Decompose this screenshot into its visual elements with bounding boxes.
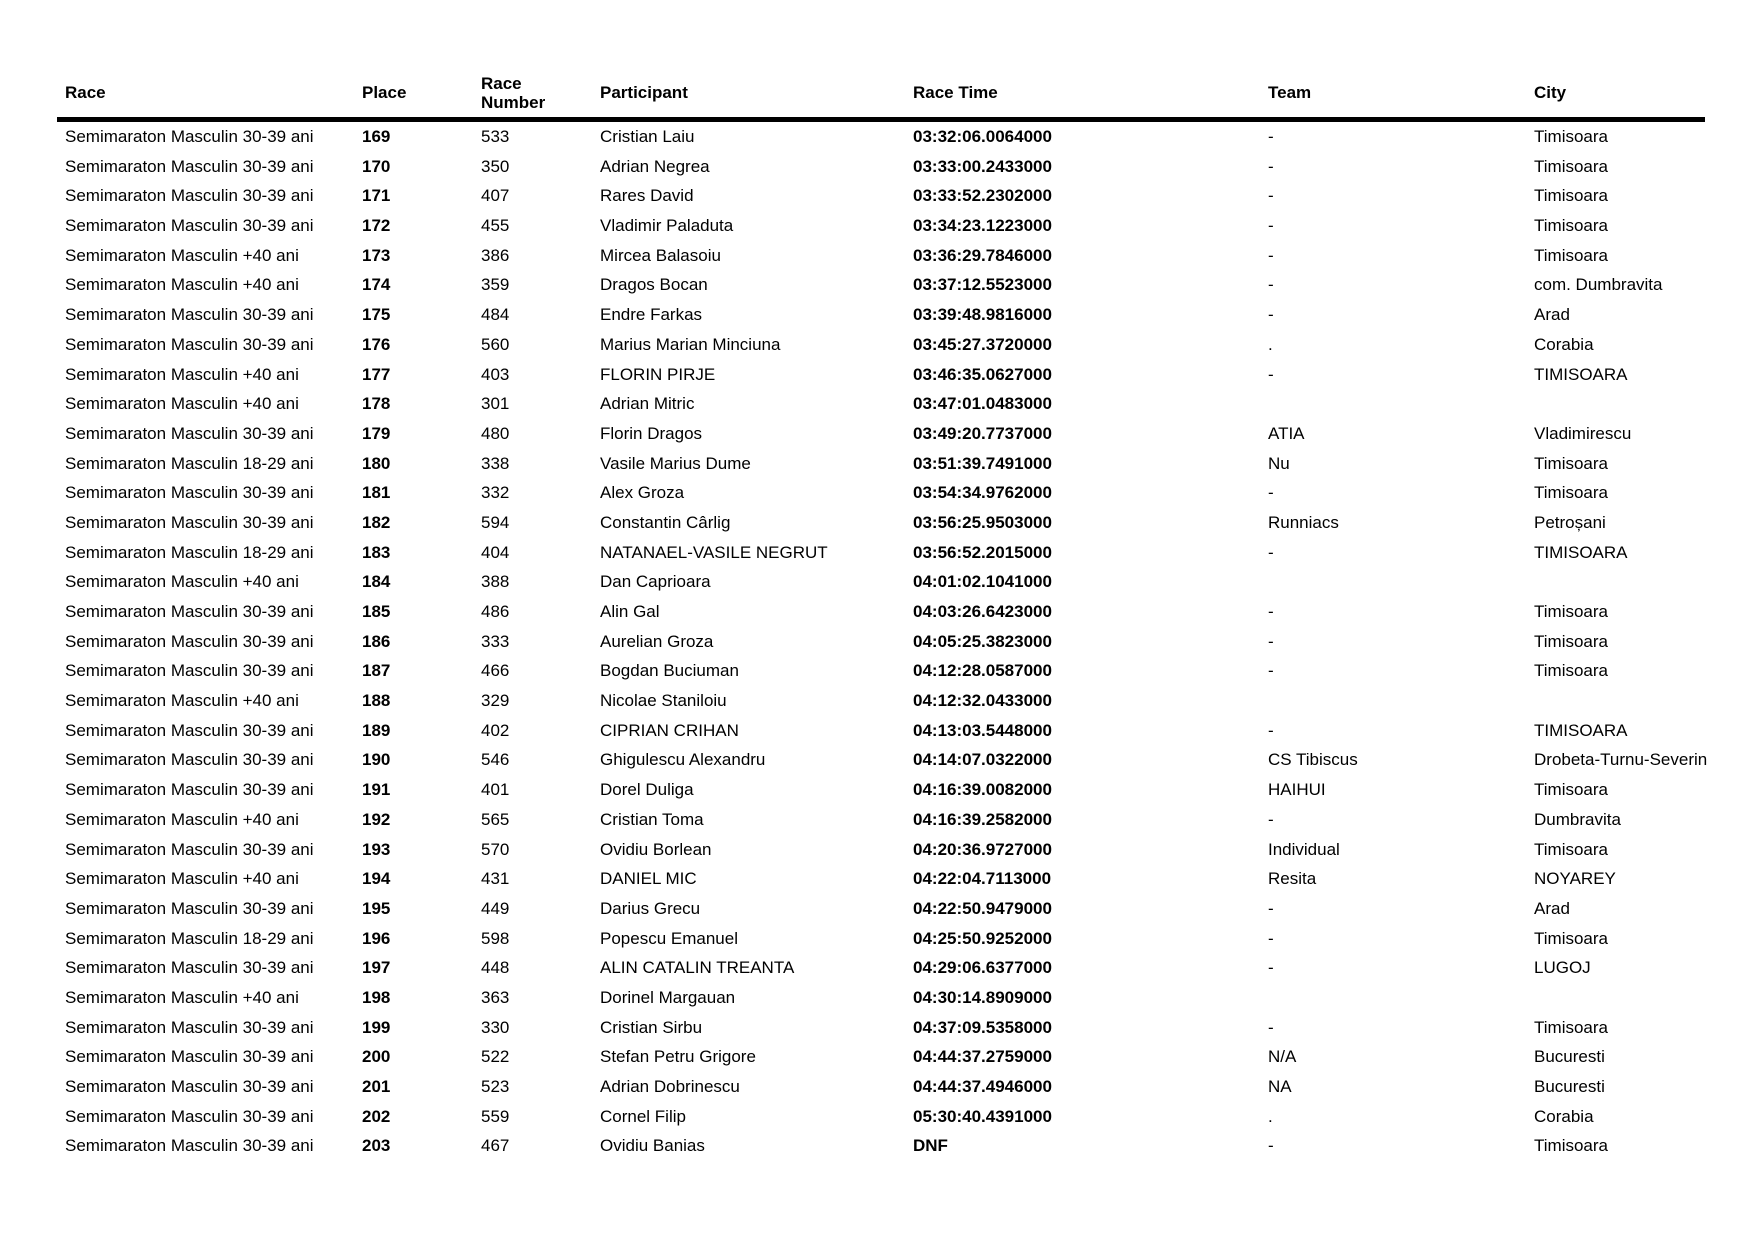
column-header-race-number-line1: Race (481, 73, 522, 93)
cell-team: - (1268, 186, 1274, 206)
table-row (57, 508, 1705, 538)
cell-place: 200 (362, 1047, 391, 1067)
table-body (57, 122, 1708, 1161)
table-row (57, 924, 1705, 954)
cell-city: Timisoara (1534, 186, 1608, 206)
cell-team: - (1268, 364, 1274, 384)
cell-race-number: 401 (481, 780, 510, 800)
cell-race-time: 04:25:50.9252000 (913, 928, 1052, 948)
cell-race-time: 03:45:27.3720000 (913, 334, 1052, 354)
table-row (57, 478, 1705, 508)
cell-participant: Ovidiu Banias (600, 1136, 705, 1156)
cell-participant: Dorel Duliga (600, 780, 694, 800)
cell-race-number: 359 (481, 275, 510, 295)
cell-race: Semimaraton Masculin +40 ani (65, 869, 299, 889)
cell-city: Timisoara (1534, 661, 1608, 681)
cell-city: Dumbravita (1534, 809, 1621, 829)
cell-city: Timisoara (1534, 602, 1608, 621)
cell-race: Semimaraton Masculin +40 ani (65, 394, 299, 414)
cell-race: Semimaraton Masculin 30-39 ani (65, 958, 314, 978)
cell-race: Semimaraton Masculin +40 ani (65, 691, 299, 711)
cell-team: Nu (1268, 453, 1290, 473)
cell-race: Semimaraton Masculin 30-39 ani (65, 720, 314, 740)
cell-city: Timisoara (1534, 245, 1608, 265)
cell-race-time: 03:33:52.2302000 (913, 186, 1052, 206)
column-header-race: Race (65, 83, 106, 102)
table-row (57, 1042, 1705, 1072)
table-row (57, 389, 1705, 419)
cell-participant: Popescu Emanuel (600, 928, 738, 948)
cell-participant: FLORIN PIRJE (600, 364, 716, 384)
cell-race-time: 05:30:40.4391000 (913, 1106, 1052, 1126)
cell-participant: Darius Grecu (600, 898, 701, 918)
cell-race-time: 04:16:39.0082000 (913, 780, 1052, 800)
cell-place: 178 (362, 394, 391, 414)
table-row (57, 567, 1705, 597)
cell-place: 186 (362, 631, 391, 651)
table-header (57, 68, 1705, 122)
table-row (57, 419, 1705, 449)
table-row (57, 1072, 1705, 1102)
cell-city: Timisoara (1534, 483, 1608, 503)
cell-place: 187 (362, 661, 391, 681)
results-table (57, 68, 1708, 1161)
cell-place: 171 (362, 186, 391, 206)
column-header-race-time: Race Time (913, 83, 998, 102)
cell-race-time: 04:20:36.9727000 (913, 839, 1052, 859)
cell-race-time: 03:47:01.0483000 (913, 394, 1052, 414)
cell-city: Bucuresti (1534, 1077, 1605, 1096)
cell-race-time: 04:37:09.5358000 (913, 1017, 1052, 1037)
cell-place: 202 (362, 1106, 391, 1126)
cell-race: Semimaraton Masculin 30-39 ani (65, 1017, 314, 1037)
cell-race-number: 332 (481, 483, 510, 503)
cell-place: 188 (362, 691, 391, 711)
cell-place: 174 (362, 275, 391, 295)
cell-race-time: 04:22:04.7113000 (913, 869, 1052, 889)
cell-place: 183 (362, 542, 391, 562)
table-row (57, 538, 1705, 568)
table-row (57, 656, 1705, 686)
cell-place: 176 (362, 334, 391, 354)
cell-participant: Marius Marian Minciuna (600, 334, 781, 354)
cell-race-time: 03:36:29.7846000 (913, 245, 1052, 265)
cell-race-time: 04:12:28.0587000 (913, 661, 1052, 681)
cell-team: - (1268, 661, 1274, 681)
cell-race-time: 03:49:20.7737000 (913, 423, 1052, 443)
cell-participant: Alex Groza (600, 483, 685, 503)
cell-city: Timisoara (1534, 1017, 1608, 1037)
cell-city: Timisoara (1534, 780, 1608, 800)
cell-participant: Ghigulescu Alexandru (600, 750, 766, 770)
cell-city: Timisoara (1534, 127, 1608, 146)
cell-race-number: 388 (481, 572, 510, 592)
cell-team: - (1268, 542, 1274, 562)
cell-city: LUGOJ (1534, 958, 1591, 978)
cell-place: 195 (362, 898, 391, 918)
cell-participant: ALIN CATALIN TREANTA (600, 958, 795, 978)
cell-team: HAIHUI (1268, 780, 1326, 800)
cell-city: Timisoara (1534, 1136, 1608, 1156)
cell-race: Semimaraton Masculin 30-39 ani (65, 750, 314, 770)
cell-race: Semimaraton Masculin 30-39 ani (65, 423, 314, 443)
cell-race: Semimaraton Masculin 18-29 ani (65, 542, 314, 562)
cell-race-time: 04:30:14.8909000 (913, 987, 1052, 1007)
cell-race-number: 560 (481, 334, 510, 354)
cell-race-time: 03:46:35.0627000 (913, 364, 1052, 384)
cell-team: NA (1268, 1077, 1292, 1096)
cell-team: - (1268, 127, 1274, 146)
column-header-race-number-line2: Number (481, 92, 546, 112)
cell-city: com. Dumbravita (1534, 275, 1663, 295)
cell-race-number: 565 (481, 809, 510, 829)
cell-participant: Stefan Petru Grigore (600, 1047, 756, 1067)
cell-race-time: 03:54:34.9762000 (913, 483, 1052, 503)
cell-race-number: 330 (481, 1017, 510, 1037)
cell-race-number: 484 (481, 305, 510, 325)
cell-race: Semimaraton Masculin 30-39 ani (65, 483, 314, 503)
cell-race-time: 03:51:39.7491000 (913, 453, 1052, 473)
cell-team: - (1268, 602, 1274, 621)
cell-place: 184 (362, 572, 391, 592)
cell-participant: Rares David (600, 186, 694, 206)
cell-race: Semimaraton Masculin 18-29 ani (65, 453, 314, 473)
cell-city: TIMISOARA (1534, 364, 1628, 384)
cell-participant: Adrian Dobrinescu (600, 1077, 740, 1096)
cell-race-number: 570 (481, 839, 510, 859)
cell-city: Timisoara (1534, 156, 1608, 176)
cell-race-time: 04:01:02.1041000 (913, 572, 1052, 592)
cell-race: Semimaraton Masculin 30-39 ani (65, 305, 314, 325)
cell-team: - (1268, 720, 1274, 740)
cell-race: Semimaraton Masculin +40 ani (65, 364, 299, 384)
cell-race-number: 546 (481, 750, 510, 770)
cell-team: - (1268, 928, 1274, 948)
cell-race: Semimaraton Masculin 30-39 ani (65, 1106, 314, 1126)
cell-participant: Cristian Sirbu (600, 1017, 703, 1037)
cell-race: Semimaraton Masculin 30-39 ani (65, 156, 314, 176)
cell-participant: Dragos Bocan (600, 275, 708, 295)
cell-race: Semimaraton Masculin 30-39 ani (65, 334, 314, 354)
cell-race-time: 04:29:06.6377000 (913, 958, 1052, 978)
cell-race-number: 448 (481, 958, 510, 978)
cell-place: 175 (362, 305, 391, 325)
cell-city: Petroșani (1534, 512, 1606, 532)
cell-race-number: 403 (481, 364, 510, 384)
cell-city: Timisoara (1534, 631, 1608, 651)
cell-place: 197 (362, 958, 391, 978)
cell-place: 179 (362, 423, 391, 443)
cell-participant: CIPRIAN CRIHAN (600, 720, 739, 740)
cell-race: Semimaraton Masculin 30-39 ani (65, 1136, 314, 1156)
table-row (57, 805, 1705, 835)
cell-team: - (1268, 216, 1274, 236)
cell-race-number: 486 (481, 602, 510, 621)
cell-race: Semimaraton Masculin 30-39 ani (65, 839, 314, 859)
cell-place: 180 (362, 453, 391, 473)
cell-race: Semimaraton Masculin 18-29 ani (65, 928, 314, 948)
cell-race-number: 329 (481, 691, 510, 711)
table-row (57, 181, 1705, 211)
cell-place: 199 (362, 1017, 391, 1037)
table-row (57, 686, 1705, 716)
cell-city: Timisoara (1534, 928, 1608, 948)
table-row (57, 894, 1705, 924)
cell-participant: Adrian Mitric (600, 394, 695, 414)
cell-race-time: DNF (913, 1136, 948, 1156)
cell-place: 196 (362, 928, 391, 948)
cell-participant: Adrian Negrea (600, 156, 710, 176)
column-header-participant: Participant (600, 83, 688, 102)
cell-team: - (1268, 631, 1274, 651)
cell-race-time: 04:14:07.0322000 (913, 750, 1052, 770)
cell-place: 191 (362, 780, 391, 800)
cell-team: Individual (1268, 839, 1340, 859)
cell-race-time: 04:05:25.3823000 (913, 631, 1052, 651)
cell-race-time: 03:37:12.5523000 (913, 275, 1052, 295)
cell-race-number: 350 (481, 156, 510, 176)
cell-place: 177 (362, 364, 391, 384)
cell-city: Vladimirescu (1534, 423, 1632, 443)
cell-team: N/A (1268, 1047, 1297, 1067)
cell-race-time: 04:03:26.6423000 (913, 602, 1052, 621)
table-row (57, 983, 1705, 1013)
cell-place: 190 (362, 750, 391, 770)
table-row (57, 835, 1705, 865)
cell-race-number: 431 (481, 869, 510, 889)
cell-race: Semimaraton Masculin 30-39 ani (65, 661, 314, 681)
cell-participant: Ovidiu Borlean (600, 839, 712, 859)
cell-race-number: 386 (481, 245, 510, 265)
table-row (57, 745, 1708, 775)
cell-race: Semimaraton Masculin 30-39 ani (65, 127, 314, 146)
table-row (57, 270, 1705, 300)
table-row (57, 864, 1705, 894)
cell-race-time: 03:33:00.2433000 (913, 156, 1052, 176)
cell-race-time: 03:32:06.0064000 (913, 127, 1052, 146)
cell-participant: Constantin Cârlig (600, 512, 731, 532)
cell-participant: Dan Caprioara (600, 572, 711, 592)
cell-race: Semimaraton Masculin +40 ani (65, 987, 299, 1007)
cell-team: - (1268, 958, 1274, 978)
cell-place: 194 (362, 869, 391, 889)
cell-race: Semimaraton Masculin 30-39 ani (65, 631, 314, 651)
table-row (57, 300, 1705, 330)
cell-place: 203 (362, 1136, 391, 1156)
cell-race-time: 04:12:32.0433000 (913, 691, 1052, 711)
cell-participant: Dorinel Margauan (600, 987, 736, 1007)
cell-participant: Nicolae Staniloiu (600, 691, 727, 711)
cell-participant: Alin Gal (600, 602, 660, 621)
cell-race-time: 03:34:23.1223000 (913, 216, 1052, 236)
cell-race: Semimaraton Masculin 30-39 ani (65, 1047, 314, 1067)
cell-place: 170 (362, 156, 391, 176)
cell-city: TIMISOARA (1534, 720, 1628, 740)
table-row (57, 241, 1705, 271)
cell-team: - (1268, 1136, 1274, 1156)
cell-race-number: 402 (481, 720, 510, 740)
cell-place: 172 (362, 216, 391, 236)
cell-race-number: 598 (481, 928, 510, 948)
cell-race-number: 533 (481, 127, 510, 146)
table-row (57, 1131, 1705, 1161)
table-row (57, 152, 1705, 182)
cell-participant: Bogdan Buciuman (600, 661, 739, 681)
cell-team: - (1268, 1017, 1274, 1037)
cell-race-number: 407 (481, 186, 510, 206)
column-header-place: Place (362, 83, 407, 102)
cell-team: . (1268, 334, 1273, 354)
cell-team: - (1268, 898, 1274, 918)
cell-city: NOYAREY (1534, 869, 1616, 889)
cell-participant: Mircea Balasoiu (600, 245, 721, 265)
table-row (57, 211, 1705, 241)
cell-race-number: 559 (481, 1106, 510, 1126)
table-row (57, 1013, 1705, 1043)
cell-team: ATIA (1268, 423, 1305, 443)
cell-place: 201 (362, 1077, 391, 1096)
cell-place: 189 (362, 720, 391, 740)
cell-race: Semimaraton Masculin 30-39 ani (65, 1077, 314, 1096)
cell-participant: Cornel Filip (600, 1106, 686, 1126)
cell-race: Semimaraton Masculin +40 ani (65, 572, 299, 592)
table-row (57, 449, 1705, 479)
cell-race-number: 363 (481, 987, 510, 1007)
cell-participant: DANIEL MIC (600, 869, 697, 889)
cell-place: 182 (362, 512, 391, 532)
cell-race-time: 03:56:25.9503000 (913, 512, 1052, 532)
cell-participant: Endre Farkas (600, 305, 703, 325)
cell-race: Semimaraton Masculin +40 ani (65, 275, 299, 295)
cell-race-number: 467 (481, 1136, 510, 1156)
cell-place: 185 (362, 602, 391, 621)
cell-team: - (1268, 275, 1274, 295)
table-row (57, 597, 1705, 627)
cell-participant: Vladimir Paladuta (600, 216, 734, 236)
cell-city: Bucuresti (1534, 1047, 1605, 1067)
cell-place: 193 (362, 839, 391, 859)
cell-race: Semimaraton Masculin 30-39 ani (65, 186, 314, 206)
cell-race: Semimaraton Masculin 30-39 ani (65, 512, 314, 532)
cell-race-number: 301 (481, 394, 510, 414)
cell-team: - (1268, 483, 1274, 503)
cell-race: Semimaraton Masculin 30-39 ani (65, 898, 314, 918)
cell-race-time: 04:16:39.2582000 (913, 809, 1052, 829)
cell-race-number: 449 (481, 898, 510, 918)
cell-city: TIMISOARA (1534, 542, 1628, 562)
cell-team: - (1268, 809, 1274, 829)
cell-participant: Cristian Toma (600, 809, 704, 829)
cell-team: . (1268, 1106, 1273, 1126)
cell-team: - (1268, 156, 1274, 176)
cell-team: CS Tibiscus (1268, 750, 1358, 770)
cell-participant: Cristian Laiu (600, 127, 695, 146)
cell-team: Resita (1268, 869, 1317, 889)
cell-participant: Aurelian Groza (600, 631, 714, 651)
table-row (57, 122, 1705, 152)
cell-race-time: 04:44:37.4946000 (913, 1077, 1052, 1096)
table-row (57, 627, 1705, 657)
cell-race-number: 455 (481, 216, 510, 236)
cell-race-time: 04:44:37.2759000 (913, 1047, 1052, 1067)
cell-race: Semimaraton Masculin 30-39 ani (65, 602, 314, 621)
cell-race-number: 466 (481, 661, 510, 681)
cell-city: Corabia (1534, 334, 1594, 354)
cell-race: Semimaraton Masculin +40 ani (65, 809, 299, 829)
cell-race-number: 333 (481, 631, 510, 651)
cell-place: 192 (362, 809, 391, 829)
cell-race: Semimaraton Masculin +40 ani (65, 245, 299, 265)
cell-place: 181 (362, 483, 391, 503)
cell-race-time: 04:22:50.9479000 (913, 898, 1052, 918)
cell-race-number: 404 (481, 542, 510, 562)
cell-city: Timisoara (1534, 216, 1608, 236)
cell-city: Arad (1534, 898, 1570, 918)
table-row (57, 1102, 1705, 1132)
cell-race-number: 523 (481, 1077, 510, 1096)
cell-race-time: 03:39:48.9816000 (913, 305, 1052, 325)
cell-place: 169 (362, 127, 391, 146)
cell-city: Arad (1534, 305, 1570, 325)
cell-race: Semimaraton Masculin 30-39 ani (65, 216, 314, 236)
cell-race-time: 03:56:52.2015000 (913, 542, 1052, 562)
column-header-city: City (1534, 83, 1567, 102)
cell-participant: Vasile Marius Dume (600, 453, 751, 473)
cell-team: - (1268, 245, 1274, 265)
cell-race-number: 338 (481, 453, 510, 473)
table-row (57, 716, 1705, 746)
cell-place: 198 (362, 987, 391, 1007)
cell-race-number: 480 (481, 423, 510, 443)
table-row (57, 953, 1705, 983)
table-row (57, 775, 1705, 805)
cell-team: Runniacs (1268, 512, 1339, 532)
table-row (57, 360, 1705, 390)
cell-city: Corabia (1534, 1106, 1594, 1126)
column-header-team: Team (1268, 83, 1312, 102)
cell-race-number: 522 (481, 1047, 510, 1067)
cell-participant: Florin Dragos (600, 423, 703, 443)
cell-race-time: 04:13:03.5448000 (913, 720, 1052, 740)
table-row (57, 330, 1705, 360)
cell-team: - (1268, 305, 1274, 325)
cell-place: 173 (362, 245, 391, 265)
cell-race-number: 594 (481, 512, 510, 532)
cell-city: Timisoara (1534, 453, 1608, 473)
column-header-race-number (481, 68, 545, 117)
cell-city: Drobeta-Turnu-Severin (1534, 750, 1708, 770)
cell-city: Timisoara (1534, 839, 1608, 859)
cell-race: Semimaraton Masculin 30-39 ani (65, 780, 314, 800)
cell-participant: NATANAEL-VASILE NEGRUT (600, 542, 828, 562)
